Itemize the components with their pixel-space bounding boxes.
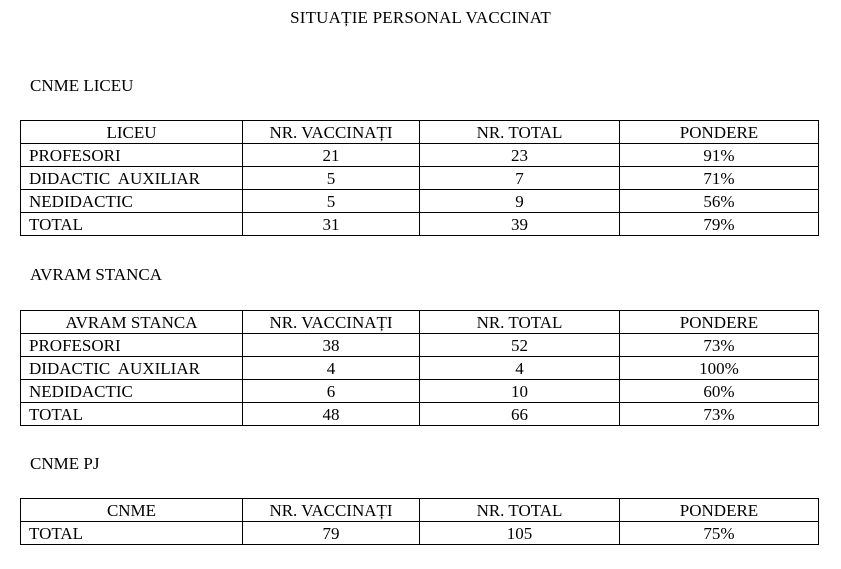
total-cell: 7 bbox=[420, 167, 620, 190]
table-row-total bbox=[21, 213, 819, 236]
vaccinated-cell: 21 bbox=[243, 144, 420, 167]
row-label: NEDIDACTIC bbox=[21, 190, 243, 213]
section-label-cnme-pj: CNME PJ bbox=[30, 454, 100, 473]
vaccinated-cell: 5 bbox=[243, 190, 420, 213]
row-label: TOTAL bbox=[21, 522, 243, 545]
table-row bbox=[21, 144, 819, 167]
row-label: DIDACTIC AUXILIAR bbox=[21, 167, 243, 190]
share-cell: 75% bbox=[620, 522, 819, 545]
total-cell: 52 bbox=[420, 334, 620, 357]
column-header: LICEU bbox=[21, 121, 243, 144]
column-header: CNME bbox=[21, 499, 243, 522]
table-row bbox=[21, 167, 819, 190]
table-row bbox=[21, 334, 819, 357]
table-avram-stanca bbox=[20, 310, 819, 426]
total-cell: 9 bbox=[420, 190, 620, 213]
vaccinated-cell: 79 bbox=[243, 522, 420, 545]
row-label: TOTAL bbox=[21, 213, 243, 236]
column-header: NR. TOTAL bbox=[420, 121, 620, 144]
section-label-avram-stanca: AVRAM STANCA bbox=[30, 265, 162, 284]
total-cell: 105 bbox=[420, 522, 620, 545]
column-header: AVRAM STANCA bbox=[21, 311, 243, 334]
share-cell: 73% bbox=[620, 334, 819, 357]
column-header: NR. VACCINAȚI bbox=[243, 311, 420, 334]
row-label: NEDIDACTIC bbox=[21, 380, 243, 403]
share-cell: 91% bbox=[620, 144, 819, 167]
table-cnme-liceu bbox=[20, 120, 819, 236]
share-cell: 73% bbox=[620, 403, 819, 426]
share-cell: 79% bbox=[620, 213, 819, 236]
document-title: SITUAȚIE PERSONAL VACCINAT bbox=[290, 8, 551, 27]
vaccinated-cell: 48 bbox=[243, 403, 420, 426]
column-header: NR. VACCINAȚI bbox=[243, 121, 420, 144]
total-cell: 66 bbox=[420, 403, 620, 426]
column-header: NR. TOTAL bbox=[420, 311, 620, 334]
section-label-cnme-liceu: CNME LICEU bbox=[30, 76, 134, 95]
row-label: DIDACTIC AUXILIAR bbox=[21, 357, 243, 380]
vaccinated-cell: 4 bbox=[243, 357, 420, 380]
table-row bbox=[21, 190, 819, 213]
share-cell: 56% bbox=[620, 190, 819, 213]
vaccinated-cell: 31 bbox=[243, 213, 420, 236]
column-header: NR. VACCINAȚI bbox=[243, 499, 420, 522]
share-cell: 60% bbox=[620, 380, 819, 403]
share-cell: 100% bbox=[620, 357, 819, 380]
table-header-row bbox=[21, 311, 819, 334]
column-header: PONDERE bbox=[620, 499, 819, 522]
vaccinated-cell: 5 bbox=[243, 167, 420, 190]
total-cell: 4 bbox=[420, 357, 620, 380]
share-cell: 71% bbox=[620, 167, 819, 190]
total-cell: 39 bbox=[420, 213, 620, 236]
column-header: PONDERE bbox=[620, 311, 819, 334]
table-cnme-pj bbox=[20, 498, 819, 545]
table-header-row bbox=[21, 499, 819, 522]
row-label: PROFESORI bbox=[21, 144, 243, 167]
total-cell: 10 bbox=[420, 380, 620, 403]
vaccinated-cell: 6 bbox=[243, 380, 420, 403]
table-row bbox=[21, 357, 819, 380]
table-row-total bbox=[21, 403, 819, 426]
total-cell: 23 bbox=[420, 144, 620, 167]
column-header: PONDERE bbox=[620, 121, 819, 144]
table-row-total bbox=[21, 522, 819, 545]
row-label: TOTAL bbox=[21, 403, 243, 426]
column-header: NR. TOTAL bbox=[420, 499, 620, 522]
vaccinated-cell: 38 bbox=[243, 334, 420, 357]
table-header-row bbox=[21, 121, 819, 144]
table-row bbox=[21, 380, 819, 403]
row-label: PROFESORI bbox=[21, 334, 243, 357]
